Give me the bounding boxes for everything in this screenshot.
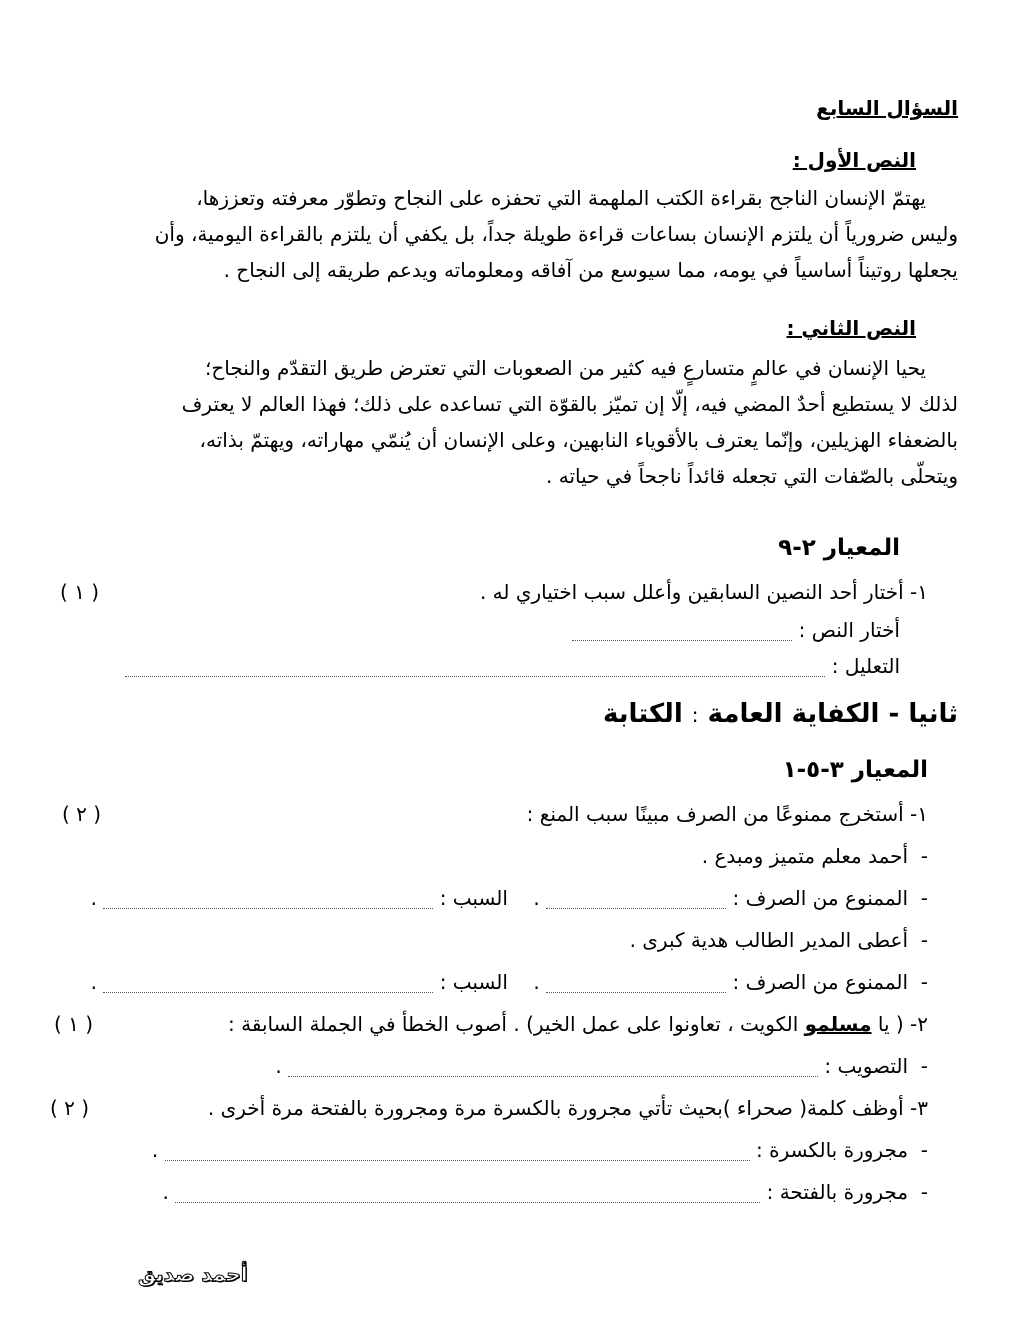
sabab1-label: السبب : — [439, 886, 508, 910]
standard1-q1-marks: ( ١ ) — [60, 580, 100, 604]
sabab2-answer-line[interactable] — [103, 974, 433, 993]
standard2-q3-marks: ( ٢ ) — [50, 1096, 90, 1120]
standard1-title: المعيار ٢-٩ — [778, 535, 900, 561]
standard2-q1: ١- أستخرج ممنوعًا من الصرف مبينًا سبب المنع : — [526, 802, 928, 826]
reason-answer-line[interactable] — [125, 658, 825, 677]
sentence1-row: - أحمد معلم متميز ومبدع . — [701, 844, 928, 868]
error-word: مسلمو — [804, 1012, 872, 1036]
author-signature: أحمد صديق — [138, 1262, 248, 1286]
choose-text-label: أختار النص : — [798, 618, 900, 642]
sentence2: أعطى المدير الطالب هدية كبرى . — [629, 928, 909, 952]
reason-label: التعليل : — [831, 654, 900, 678]
fatha-row: - مجرورة بالفتحة : . — [162, 1180, 928, 1204]
correction-answer-line[interactable] — [288, 1058, 818, 1077]
mamnu1-row: - الممنوع من الصرف : . السبب : . — [90, 886, 928, 910]
text2-line: يحيا الإنسان في عالمٍ متسارعٍ فيه كثير من الصعوبات التي تعترض طريق التقدّم والنجاح؛ — [204, 356, 926, 380]
sabab2-label: السبب : — [439, 970, 508, 994]
sabab1-answer-line[interactable] — [103, 890, 433, 909]
text2-line: بالضعفاء الهزيلين، وإنّما يعترف بالأقوياء النابهين، وعلى الإنسان أن يُنمّي مهاراته، ويهتمّ بذاته، — [199, 428, 958, 452]
mamnu1-label: الممنوع من الصرف : — [732, 886, 909, 910]
fatha-label: مجرورة بالفتحة : — [766, 1180, 909, 1204]
standard2-q2: ٢- ( يا مسلمو الكويت ، تعاونوا على عمل الخير) . أصوب الخطأ في الجملة السابقة : — [228, 1012, 928, 1036]
text1-label: النص الأول : — [792, 148, 916, 172]
text2-line: ويتحلّى بالصّفات التي تجعله قائداً ناجحاً في حياته . — [546, 464, 958, 488]
choose-text-row — [572, 612, 900, 648]
reason-row — [125, 648, 900, 684]
text1-line: يهتمّ الإنسان الناجح بقراءة الكتب الملهمة التي تحفزه على النجاح وتطوّر معرفته وتعززها، — [196, 186, 926, 210]
kasra-row: - مجرورة بالكسرة : . — [151, 1138, 928, 1162]
mamnu2-answer-line[interactable] — [546, 974, 726, 993]
sentence1: أحمد معلم متميز ومبدع . — [701, 844, 909, 868]
correction-row: - التصويب : . — [275, 1054, 928, 1078]
mamnu2-label: الممنوع من الصرف : — [732, 970, 909, 994]
standard2-q2-marks: ( ١ ) — [54, 1012, 94, 1036]
text1-line: وليس ضرورياً أن يلتزم الإنسان بساعات قراءة طويلة جداً، بل يكفي أن يلتزم بالقراءة اليومية، وأن — [154, 222, 958, 246]
text2-label: النص الثاني : — [786, 316, 916, 340]
sentence2-row: - أعطى المدير الطالب هدية كبرى . — [629, 928, 928, 952]
question-title: السؤال السابع — [816, 96, 958, 120]
section2-title: ثانيا - الكفاية العامة : الكتابة — [603, 699, 958, 729]
standard2-q3: ٣- أوظف كلمة( صحراء )بحيث تأتي مجرورة بالكسرة مرة ومجرورة بالفتحة مرة أخرى . — [207, 1096, 928, 1120]
standard2-title: المعيار ٣-٥-١ — [782, 757, 928, 783]
text1-paragraph — [44, 180, 958, 288]
text2-paragraph — [44, 350, 958, 494]
choose-text-answer-line[interactable] — [572, 622, 792, 641]
kasra-label: مجرورة بالكسرة : — [756, 1138, 909, 1162]
standard1-q1: ١- أختار أحد النصين السابقين وأعلل سبب اختياري له . — [479, 580, 928, 604]
kasra-answer-line[interactable] — [165, 1142, 750, 1161]
text1-line: يجعلها روتيناً أساسياً في يومه، مما سيوسع من آفاقه ومعلوماته ويدعم طريقه إلى النجاح . — [223, 258, 958, 282]
correction-label: التصويب : — [824, 1054, 909, 1078]
mamnu2-row: - الممنوع من الصرف : . السبب : . — [90, 970, 928, 994]
text2-line: لذلك لا يستطيع أحدٌ المضي فيه، إلّا إن تميّز بالقوّة التي تساعده على ذلك؛ فهذا العالم لا يعترف — [181, 392, 958, 416]
fatha-answer-line[interactable] — [175, 1184, 760, 1203]
mamnu1-answer-line[interactable] — [546, 890, 726, 909]
standard2-q1-marks: ( ٢ ) — [62, 802, 102, 826]
